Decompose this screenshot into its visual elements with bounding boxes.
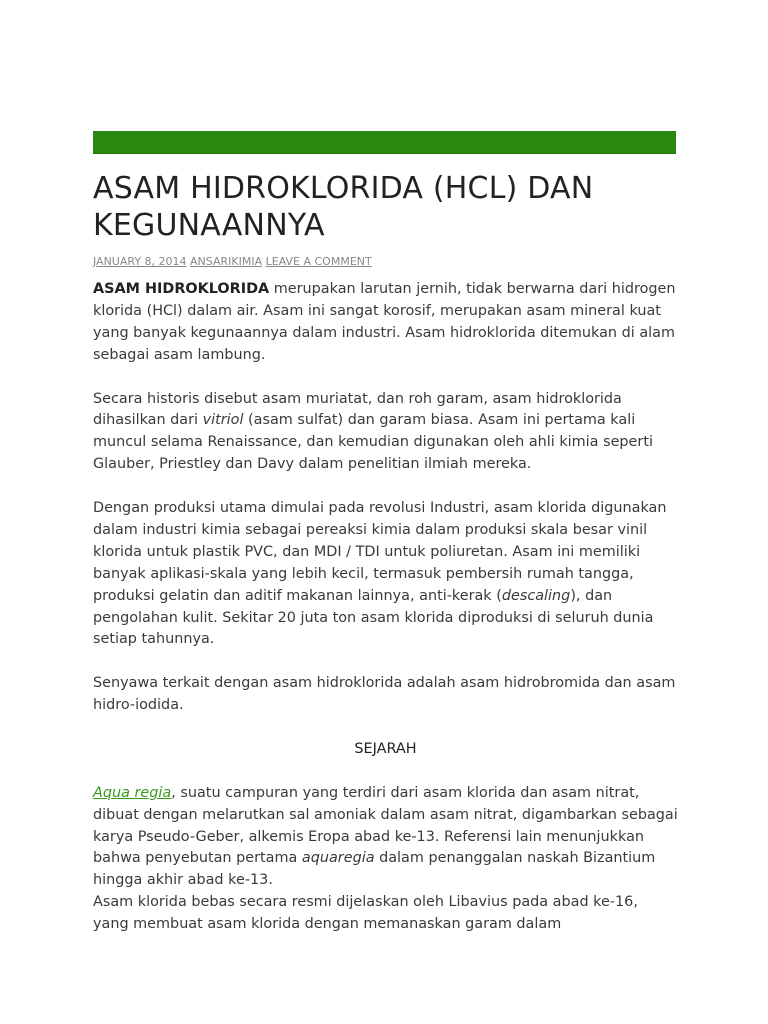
article-title: ASAM HIDROKLORIDA (HCL) DAN KEGUNAANNYA — [93, 171, 594, 243]
italic-term-descaling: descaling — [501, 587, 571, 604]
paragraph-text: , suatu campuran yang terdiri dari asam klorida dan asam nitrat, dibuat dengan melarutkan sal amoniak dalam asam nitrat, digambarkan sebagai karya Pseudo-Geber, alkemis Eropa abad ke-13. Referensi lain menunjukkan bahwa penyebutan pertama — [93, 784, 678, 867]
paragraph-related-compounds — [93, 673, 678, 717]
italic-term-vitriol: vitriol — [202, 412, 244, 429]
leave-comment-link[interactable]: LEAVE A COMMENT — [265, 255, 372, 268]
section-heading-sejarah: SEJARAH — [354, 740, 417, 757]
paragraph-text: Dengan produksi utama dimulai pada revolusi Industri, asam klorida digunakan dalam industri kimia sebagai pereaksi kimia dalam produksi skala besar vinil klorida untuk plastik PVC, dan MDI / TDI untuk poliuretan. Asam ini memiliki banyak aplikasi-skala yang lebih kecil, termasuk pembersih rumah tangga, produksi gelatin dan aditif makanan lainnya, anti-kerak ( — [93, 500, 667, 604]
paragraph-text: dalam penanggalan naskah Bizantium hingga akhir abad ke-13. — [93, 850, 656, 889]
paragraph-text: ), dan pengolahan kulit. Sekitar 20 juta ton asam klorida diproduksi di seluruh dunia setiap tahunnya. — [93, 587, 654, 648]
article-meta — [93, 255, 372, 269]
paragraph-text: merupakan larutan jernih, tidak berwarna dari hidrogen klorida (HCl) dalam air. Asam ini sangat korosif, merupakan asam mineral kuat yang banyak kegunaannya dalam industri. Asam hidroklorida ditemukan di alam sebagai asam lambung. — [93, 281, 676, 363]
paragraph-history-overview — [93, 389, 678, 477]
author-link[interactable]: ANSARIKIMIA — [190, 255, 263, 268]
paragraph-text: Asam klorida bebas secara resmi dijelaskan oleh Libavius pada abad ke-16, yang membuat asam klorida dengan memanaskan garam dalam — [93, 894, 638, 933]
header-banner — [93, 131, 676, 154]
paragraph-libavius — [93, 892, 678, 936]
paragraph-text: (asam sulfat) dan garam biasa. Asam ini pertama kali muncul selama Renaissance, dan kemudian digunakan oleh ahli kimia seperti Glauber, Priestley dan Davy dalam penelitian ilmiah mereka. — [93, 412, 653, 473]
paragraph-text: Senyawa terkait dengan asam hidroklorida adalah asam hidrobromida dan asam hidro-iodida. — [93, 675, 676, 714]
article-content — [93, 279, 678, 936]
italic-term-aquaregia: aquaregia — [301, 850, 375, 867]
paragraph-text: Secara historis disebut asam muriatat, dan roh garam, asam hidroklorida dihasilkan dari — [93, 390, 622, 429]
paragraph-production — [93, 498, 678, 651]
bold-lead-term: ASAM HIDROKLORIDA — [93, 281, 270, 297]
paragraph-aqua-regia — [93, 783, 678, 893]
post-date-link[interactable]: JANUARY 8, 2014 — [93, 255, 187, 268]
aqua-regia-link[interactable]: Aqua regia — [93, 784, 172, 801]
paragraph-intro — [93, 279, 678, 367]
